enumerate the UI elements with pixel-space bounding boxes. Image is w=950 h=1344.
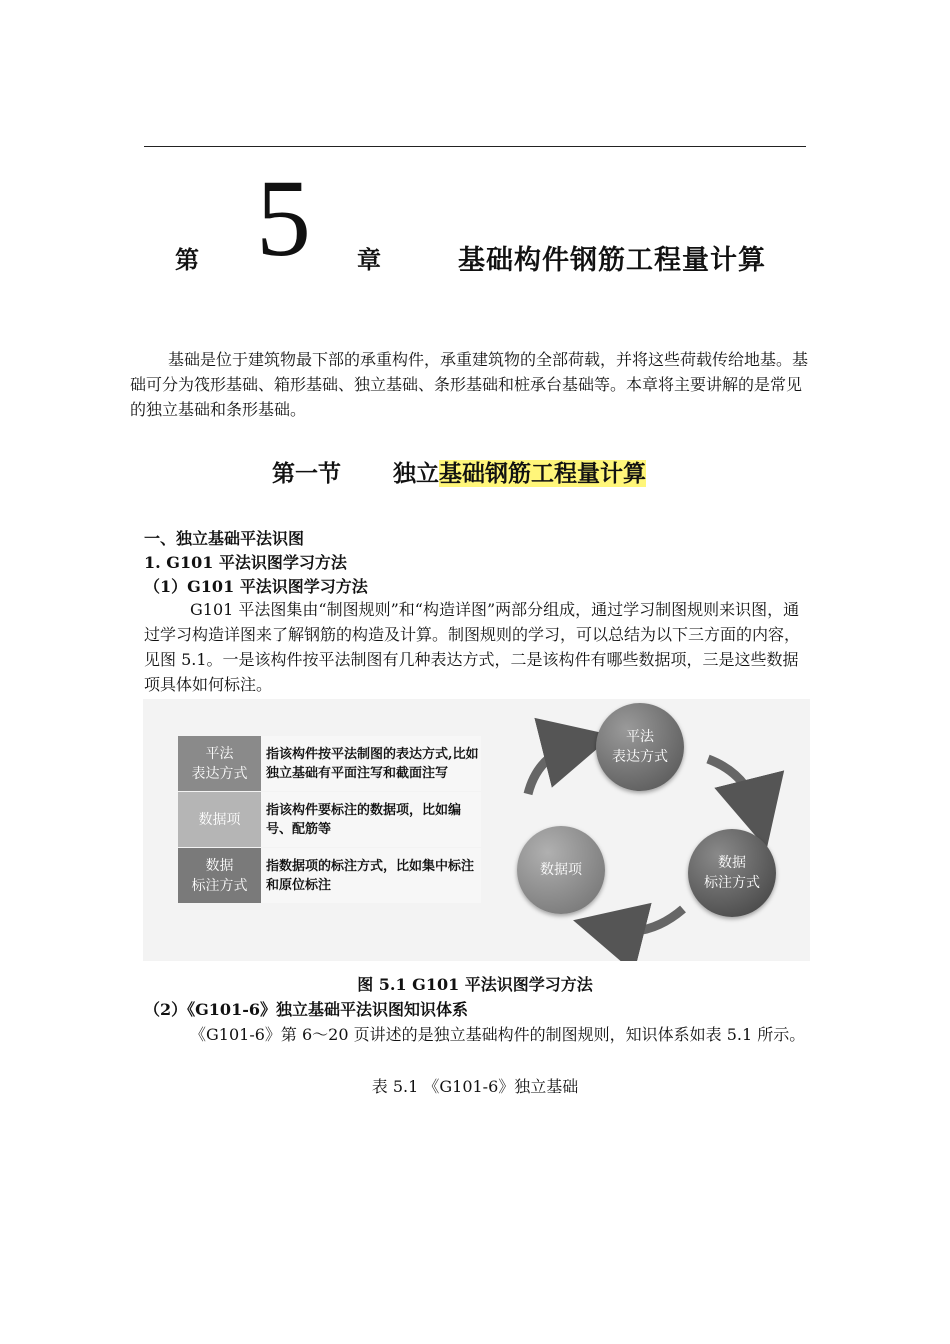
figure-row-desc: 指该构件要标注的数据项，比如编号、配筋等 [261,792,481,847]
cycle-node-left: 数据项 [517,826,605,914]
figure-row-label: 数据 标注方式 [178,848,261,903]
chapter-suffix: 章 [357,245,381,274]
chapter-prefix: 第 [175,245,199,274]
paragraph-1 [144,597,814,697]
chapter-number: 5 [256,157,311,279]
cycle-node-top: 平法 表达方式 [596,703,684,791]
intro-text: 基础是位于建筑物最下部的承重构件，承重建筑物的全部荷载，并将这些荷载传给地基。基础可分为筏形基础、箱形基础、独立基础、条形基础和桩承台基础等。本章将主要讲解的是常见的独立基础和条形基础。 [130,350,809,419]
figure-row-label: 平法 表达方式 [178,736,261,791]
paragraph-1-text: G101 平法图集由“制图规则”和“构造详图”两部分组成，通过学习制图规则来识图，通过学习构造详图来了解钢筋的构造及计算。制图规则的学习，可以总结为以下三方面的内容，见图 5.1。一是该构件按平法制图有几种表达方式，二是该构件有哪些数据项，三是这些数据项具体如何标注。 [144,600,801,694]
cycle-node-right: 数据 标注方式 [688,829,776,917]
arrow-icon [708,759,758,814]
table-caption: 表 5.1 《G101-6》独立基础 [371,1077,579,1096]
figure-5-1 [143,699,810,961]
figure-caption: 图 5.1 G101 平法识图学习方法 [357,975,593,994]
header-rule [144,146,806,147]
arrow-icon [528,744,578,794]
section-title-highlight: 基础钢筋工程量计算 [439,460,646,487]
figure-row-desc: 指数据项的标注方式，比如集中标注和原位标注 [261,848,481,903]
paragraph-2 [144,1022,814,1047]
figure-row-label: 数据项 [178,792,261,847]
heading-2: 1. G101 平法识图学习方法 [144,553,347,572]
intro-paragraph [130,347,810,422]
heading-4: （2）《G101-6》独立基础平法识图知识体系 [144,1000,468,1019]
paragraph-2-text: 《G101-6》第 6～20 页讲述的是独立基础构件的制图规则，知识体系如表 5.1 所示。 [190,1025,806,1044]
section-title-plain: 独立 [393,460,439,487]
heading-1: 一、独立基础平法识图 [144,529,305,548]
figure-row-desc: 指该构件按平法制图的表达方式,比如独立基础有平面注写和截面注写 [261,736,481,791]
arrow-icon [608,909,683,932]
heading-3: （1）G101 平法识图学习方法 [144,577,368,596]
section-title [272,455,646,488]
chapter-title: 基础构件钢筋工程量计算 [458,245,766,276]
cycle-arrows [143,699,810,961]
section-label: 第一节 [272,460,341,487]
